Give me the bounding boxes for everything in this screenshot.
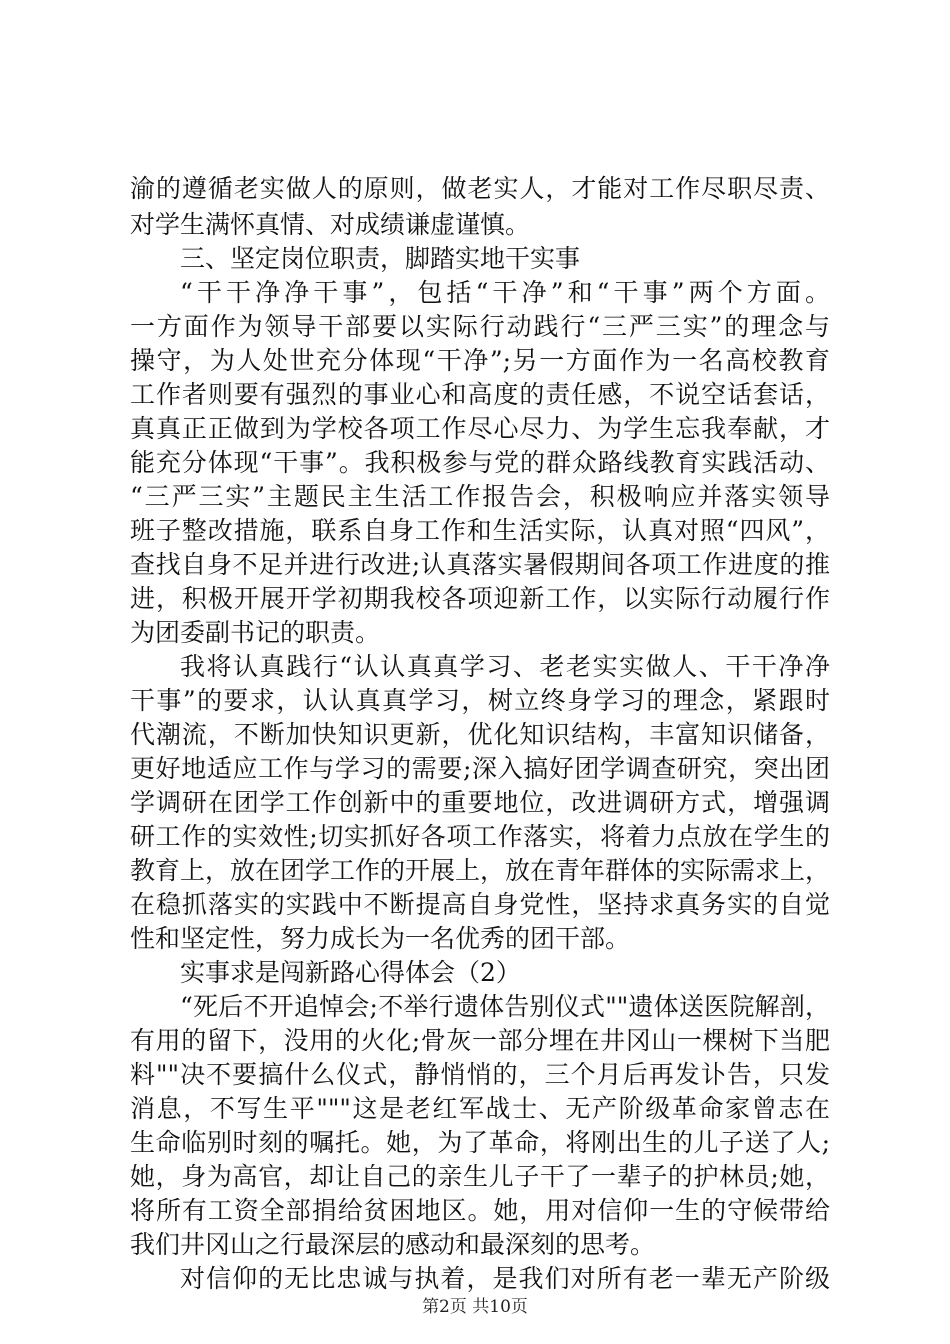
page-number: 第2页 共10页 xyxy=(422,1297,528,1317)
text-line: 干事”的要求，认认真真学习，树立终身学习的理念，紧跟时 xyxy=(130,686,830,715)
text-line: 性和坚定性，努力成长为一名优秀的团干部。 xyxy=(130,924,631,953)
text-line: 我将认真践行“认认真真学习、老老实实做人、干干净净 xyxy=(180,652,830,681)
text-line: 消息，不写生平"""这是老红军战士、无产阶级革命家曾志在 xyxy=(130,1094,830,1123)
text-line: 班子整改措施，联系自身工作和生活实际，认真对照“四风”， xyxy=(130,516,830,545)
text-line: 进，积极开展开学初期我校各项迎新工作，以实际行动履行作 xyxy=(130,584,830,613)
text-line: 对学生满怀真情、对成绩谦虚谨慎。 xyxy=(130,210,531,239)
text-line: 操守，为人处世充分体现“干净”;另一方面作为一名高校教育 xyxy=(130,346,830,375)
text-line: 学调研在团学工作创新中的重要地位，改进调研方式，增强调 xyxy=(130,788,830,817)
text-line: 料""决不要搞什么仪式，静悄悄的，三个月后再发讣告，只发 xyxy=(130,1060,830,1089)
text-line: 一方面作为领导干部要以实际行动践行“三严三实”的理念与 xyxy=(130,312,830,341)
section-heading: 三、坚定岗位职责，脚踏实地干实事 xyxy=(180,244,581,273)
text-line: “三严三实”主题民主生活工作报告会，积极响应并落实领导 xyxy=(130,482,830,511)
text-line: 更好地适应工作与学习的需要;深入搞好团学调查研究，突出团 xyxy=(130,754,830,783)
text-line: 工作者则要有强烈的事业心和高度的责任感，不说空话套话， xyxy=(130,380,830,409)
text-line: 生命临别时刻的嘱托。她，为了革命，将刚出生的儿子送了人; xyxy=(130,1128,830,1157)
text-line: 代潮流，不断加快知识更新，优化知识结构，丰富知识储备， xyxy=(130,720,830,749)
text-line: “死后不开追悼会;不举行遗体告别仪式""遗体送医院解剖， xyxy=(180,992,830,1021)
text-line: 将所有工资全部捐给贫困地区。她，用对信仰一生的守候带给 xyxy=(130,1196,830,1225)
text-line: 为团委副书记的职责。 xyxy=(130,618,381,647)
text-line: 有用的留下，没用的火化;骨灰一部分埋在井冈山一棵树下当肥 xyxy=(130,1026,830,1055)
text-line: 教育上，放在团学工作的开展上，放在青年群体的实际需求上， xyxy=(130,856,831,885)
text-line: 她，身为高官，却让自己的亲生儿子干了一辈子的护林员;她， xyxy=(130,1162,830,1191)
text-line: 能充分体现“干事”。我积极参与党的群众路线教育实践活动、 xyxy=(130,448,830,477)
text-line: 真真正正做到为学校各项工作尽心尽力、为学生忘我奉献，才 xyxy=(130,414,830,443)
section-heading: 实事求是闯新路心得体会（2） xyxy=(180,958,521,987)
text-line: 我们井冈山之行最深层的感动和最深刻的思考。 xyxy=(130,1230,656,1259)
text-line: 研工作的实效性;切实抓好各项工作落实，将着力点放在学生的 xyxy=(130,822,830,851)
text-line: “干干净净干事”，包括“干净”和“干事”两个方面。 xyxy=(180,278,830,307)
text-line: 查找自身不足并进行改进;认真落实暑假期间各项工作进度的推 xyxy=(130,550,830,579)
text-line: 在稳抓落实的实践中不断提高自身党性，坚持求真务实的自觉 xyxy=(130,890,830,919)
text-line: 渝的遵循老实做人的原则，做老实人，才能对工作尽职尽责、 xyxy=(130,174,830,203)
text-line: 对信仰的无比忠诚与执着，是我们对所有老一辈无产阶级 xyxy=(180,1264,830,1293)
